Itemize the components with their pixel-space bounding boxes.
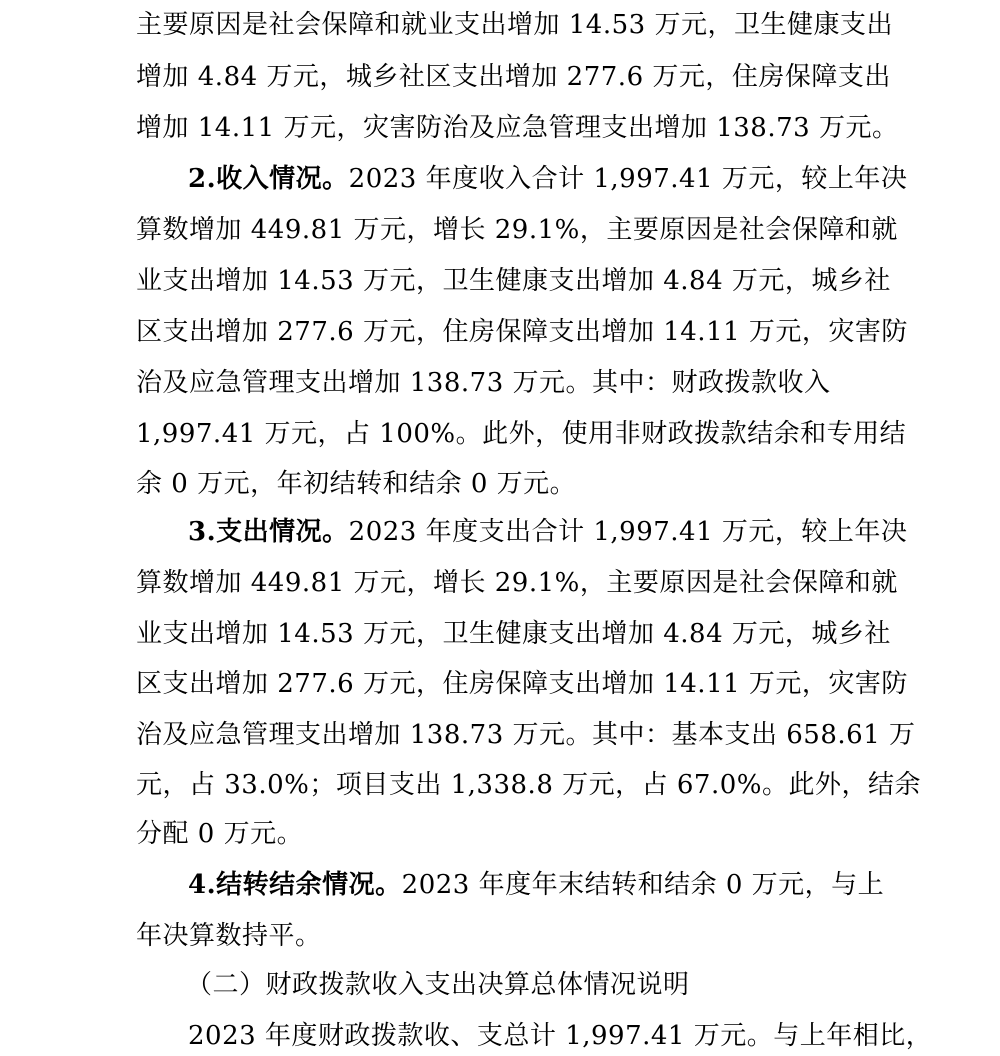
text-line: 增加 14.11 万元，灾害防治及应急管理支出增加 138.73 万元。 xyxy=(136,113,899,143)
expense-heading: 3.支出情况。 xyxy=(188,517,349,547)
text-line: 业支出增加 14.53 万元，卫生健康支出增加 4.84 万元，城乡社 xyxy=(136,266,891,296)
carryover-paragraph-first-line xyxy=(188,868,884,902)
income-heading: 2.收入情况。 xyxy=(188,164,349,194)
expense-paragraph-first-line xyxy=(188,515,907,549)
text-line: 治及应急管理支出增加 138.73 万元。其中：基本支出 658.61 万 xyxy=(136,720,916,750)
text-line: 主要原因是社会保障和就业支出增加 14.53 万元，卫生健康支出 xyxy=(136,10,893,40)
section-heading: （二）财政拨款收入支出决算总体情况说明 xyxy=(186,970,690,1000)
expense-first-text: 2023 年度支出合计 1,997.41 万元，较上年决 xyxy=(348,517,908,547)
text-line: 治及应急管理支出增加 138.73 万元。其中：财政拨款收入 xyxy=(136,368,831,398)
text-line: 2023 年度财政拨款收、支总计 1,997.41 万元。与上年相比， xyxy=(188,1021,933,1051)
income-paragraph-first-line xyxy=(188,162,907,196)
income-first-text: 2023 年度收入合计 1,997.41 万元，较上年决 xyxy=(348,164,908,194)
text-line: 余 0 万元，年初结转和结余 0 万元。 xyxy=(136,469,577,499)
text-line: 区支出增加 277.6 万元，住房保障支出增加 14.11 万元，灾害防 xyxy=(136,317,908,347)
text-line: 区支出增加 277.6 万元，住房保障支出增加 14.11 万元，灾害防 xyxy=(136,669,908,699)
text-line: 算数增加 449.81 万元，增长 29.1%，主要原因是社会保障和就 xyxy=(136,568,898,598)
text-line: 增加 4.84 万元，城乡社区支出增加 277.6 万元，住房保障支出 xyxy=(136,62,891,92)
text-line: 分配 0 万元。 xyxy=(136,819,304,849)
text-line: 业支出增加 14.53 万元，卫生健康支出增加 4.84 万元，城乡社 xyxy=(136,619,891,649)
text-line: 1,997.41 万元，占 100%。此外，使用非财政拨款结余和专用结 xyxy=(136,419,907,449)
text-line: 元，占 33.0%；项目支出 1,338.8 万元，占 67.0%。此外，结余 xyxy=(136,770,921,800)
carryover-heading: 4.结转结余情况。 xyxy=(188,870,402,900)
carryover-first-text: 2023 年度年末结转和结余 0 万元，与上 xyxy=(401,870,885,900)
text-line: 年决算数持平。 xyxy=(136,921,322,951)
text-line: 算数增加 449.81 万元，增长 29.1%，主要原因是社会保障和就 xyxy=(136,215,898,245)
